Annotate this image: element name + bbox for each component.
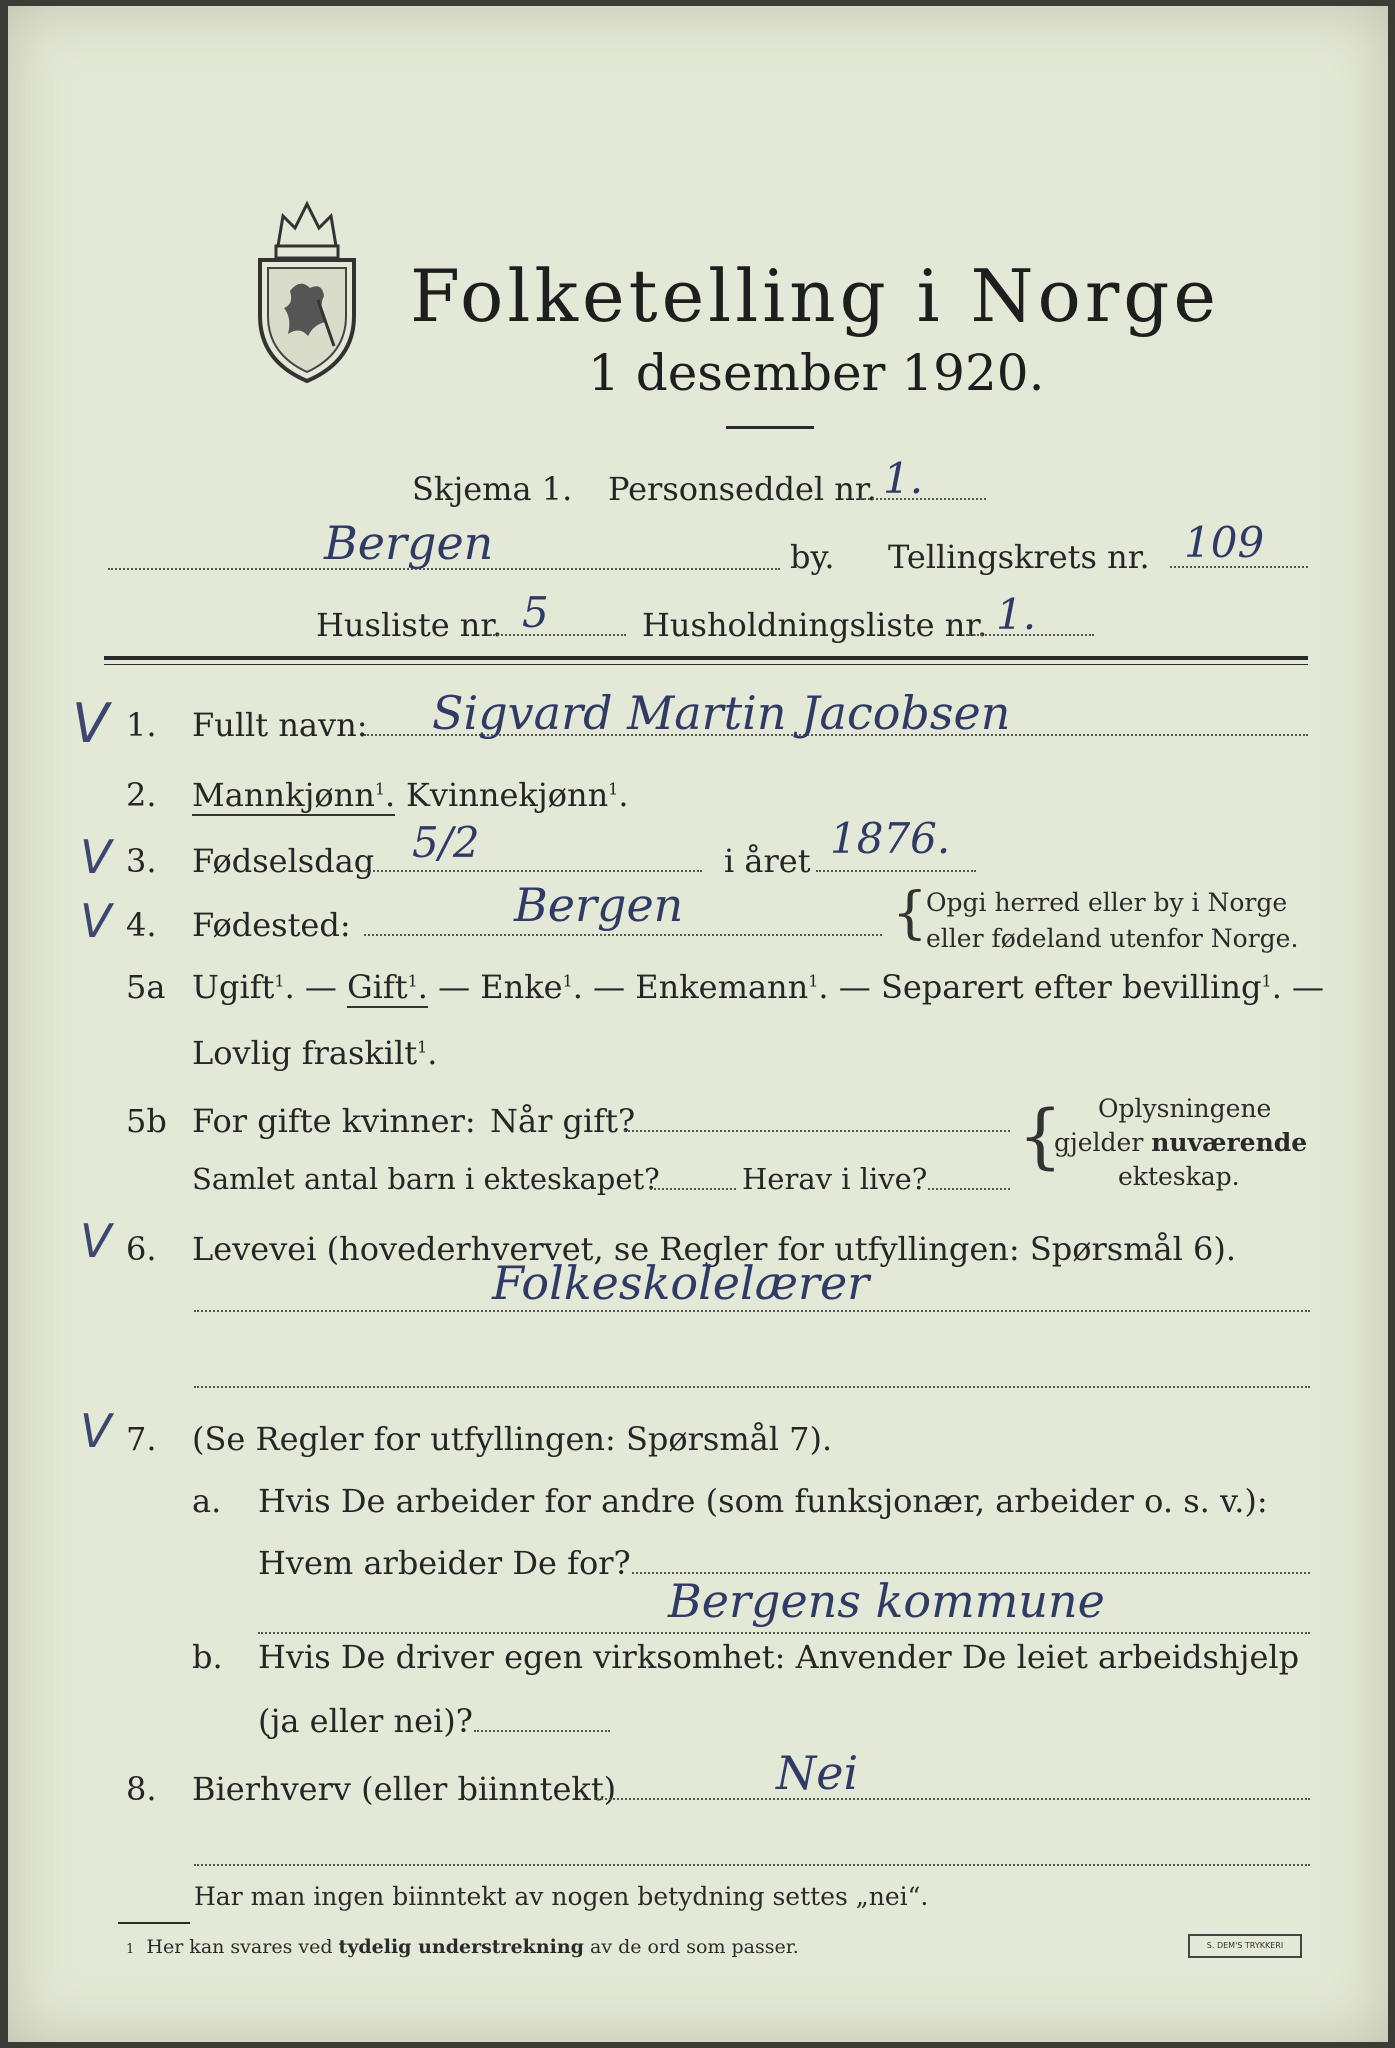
q4-line bbox=[364, 934, 882, 936]
q1-value: Sigvard Martin Jacobsen bbox=[432, 686, 1011, 740]
coat-of-arms-icon bbox=[248, 196, 366, 386]
q5b-children-line bbox=[650, 1188, 736, 1190]
q7b-question: (ja eller nei)? bbox=[258, 1702, 473, 1740]
form-date: 1 desember 1920. bbox=[588, 344, 1045, 402]
q4-note-1: Opgi herred eller by i Norge bbox=[926, 888, 1288, 917]
q6-label: Levevei (hovederhvervet, se Regler for utfyllingen: Spørsmål 6). bbox=[192, 1230, 1237, 1268]
q5b-when-line bbox=[624, 1130, 1010, 1132]
q3-year-line bbox=[816, 870, 976, 872]
q4-value: Bergen bbox=[514, 878, 684, 932]
husholdning-label: Husholdningsliste nr. bbox=[642, 606, 988, 644]
q4-note-bracket: { bbox=[892, 881, 928, 946]
q3-year-label: i året bbox=[724, 842, 811, 880]
q5b-note-3: ekteskap. bbox=[1118, 1162, 1240, 1191]
q6-line-2 bbox=[194, 1386, 1310, 1388]
tellingskrets-label: Tellingskrets nr. bbox=[888, 538, 1150, 576]
q8-line-1 bbox=[594, 1798, 1310, 1800]
skjema-label: Skjema 1. bbox=[412, 470, 573, 508]
q3-value: 5/2 bbox=[412, 818, 480, 867]
q5a-options: Ugift$^1$. — Gift$^1$. — Enke$^1$. — Enkemann$^1$. — Separert efter bevilling$^1$. — bbox=[192, 968, 1325, 1006]
q7b-line bbox=[474, 1730, 610, 1732]
q7b-letter: b. bbox=[192, 1638, 223, 1676]
q5b-label-3: Samlet antal barn i ekteskapet? bbox=[192, 1162, 660, 1196]
check-mark-q3: V bbox=[80, 830, 112, 884]
q1-label: Fullt navn: bbox=[192, 706, 368, 744]
q4-note-2: eller fødeland utenfor Norge. bbox=[926, 924, 1299, 953]
q6-number: 6. bbox=[126, 1230, 157, 1268]
q3-label: Fødselsdag bbox=[192, 842, 375, 880]
q8-label: Bierhverv (eller biinntekt) bbox=[192, 1770, 617, 1808]
q4-label: Fødested: bbox=[192, 906, 351, 944]
census-form-page bbox=[8, 6, 1388, 2042]
personseddel-value: 1. bbox=[883, 454, 924, 503]
q1-number: 1. bbox=[126, 706, 157, 744]
tellingskrets-value: 109 bbox=[1184, 518, 1265, 567]
header-separator-thick bbox=[104, 656, 1308, 660]
title-divider bbox=[726, 426, 814, 429]
q2-male: Mannkjønn$^1$. bbox=[192, 776, 396, 814]
q5b-number: 5b bbox=[126, 1102, 167, 1140]
footer-note: Har man ingen biinntekt av nogen betydning settes „nei“. bbox=[194, 1882, 929, 1911]
q5b-note-1: Oplysningene bbox=[1098, 1094, 1272, 1123]
q6-line-1 bbox=[194, 1310, 1310, 1312]
q7a-question: Hvem arbeider De for? bbox=[258, 1544, 631, 1582]
q8-line-2 bbox=[194, 1864, 1310, 1866]
q5a-number: 5a bbox=[126, 968, 166, 1006]
q5a-fraskilt: Lovlig fraskilt$^1$. bbox=[192, 1034, 438, 1072]
by-value: Bergen bbox=[324, 516, 494, 570]
q8-value: Nei bbox=[776, 1746, 859, 1800]
printer-stamp: S. DEM'S TRYKKERI bbox=[1188, 1934, 1302, 1958]
check-mark-q1: V bbox=[72, 692, 109, 755]
by-label: by. bbox=[790, 538, 835, 576]
q3-year-value: 1876. bbox=[830, 814, 951, 863]
q2-number: 2. bbox=[126, 776, 157, 814]
q6-value: Folkeskolelærer bbox=[492, 1256, 870, 1310]
q7a-letter: a. bbox=[192, 1482, 222, 1520]
q5b-label-1: For gifte kvinner: bbox=[192, 1102, 476, 1140]
check-mark-q6: V bbox=[80, 1214, 112, 1268]
personseddel-label: Personseddel nr. bbox=[608, 470, 877, 508]
check-mark-q4: V bbox=[80, 894, 112, 948]
husliste-line bbox=[490, 634, 626, 636]
q7-label: (Se Regler for utfyllingen: Spørsmål 7). bbox=[192, 1420, 833, 1458]
q5a-gift-selected: Gift$^1$. bbox=[347, 968, 428, 1006]
q5b-alive-line bbox=[928, 1188, 1010, 1190]
husliste-label: Husliste nr. bbox=[316, 606, 503, 644]
footer-rule bbox=[118, 1922, 190, 1924]
q3-day-line bbox=[362, 870, 702, 872]
q2-female: Kvinnekjønn$^1$. bbox=[406, 776, 629, 814]
husliste-value: 5 bbox=[522, 588, 549, 637]
husholdning-value: 1. bbox=[996, 590, 1037, 639]
q7b-text: Hvis De driver egen virksomhet: Anvender De leiet arbeidshjelp bbox=[258, 1638, 1300, 1676]
header-separator-thin bbox=[104, 664, 1308, 665]
q7a-line-2 bbox=[258, 1632, 1310, 1634]
form-title: Folketelling i Norge bbox=[410, 254, 1220, 338]
footnote: 1 Her kan svares ved tydelig understrekning av de ord som passer. bbox=[126, 1936, 799, 1958]
check-mark-q7: V bbox=[80, 1404, 112, 1458]
q7-number: 7. bbox=[126, 1420, 157, 1458]
q5b-label-4: Herav i live? bbox=[742, 1162, 928, 1196]
q3-number: 3. bbox=[126, 842, 157, 880]
q8-number: 8. bbox=[126, 1770, 157, 1808]
q5b-label-2: Når gift? bbox=[490, 1102, 636, 1140]
q5b-note-bracket: { bbox=[1018, 1095, 1063, 1177]
q5b-note-2: gjelder nuværende bbox=[1054, 1128, 1308, 1157]
q4-number: 4. bbox=[126, 906, 157, 944]
q7a-value: Bergens kommune bbox=[668, 1574, 1105, 1628]
q7a-text: Hvis De arbeider for andre (som funksjonær, arbeider o. s. v.): bbox=[258, 1482, 1268, 1520]
